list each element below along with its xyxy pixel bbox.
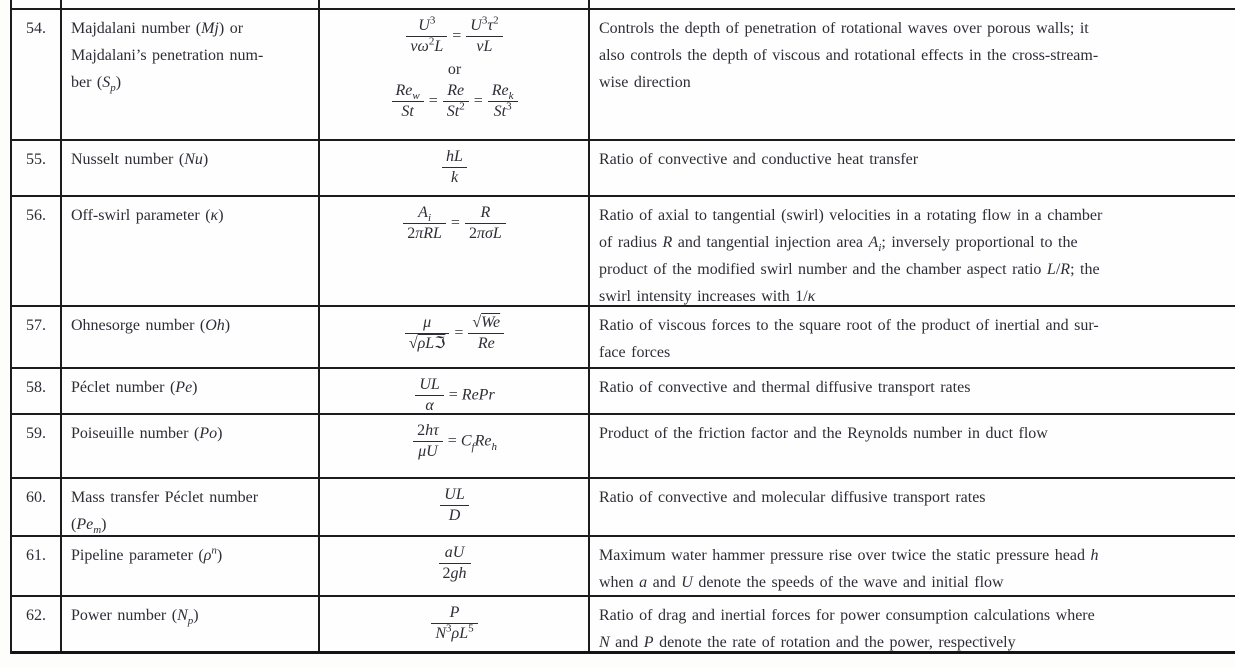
description-cell [590, 0, 1235, 8]
formula: $\frac{\mu}{\text{√ρLℑ}}$ = $\frac{√We}{Re}$ [320, 307, 590, 367]
table-row [12, 141, 1235, 197]
quantity-name: Poiseuille number (Po) [62, 415, 320, 477]
description: Ratio of convective and conductive heat transfer [599, 151, 919, 168]
formula: $\frac{UL}{\alpha}$ = RePr [320, 369, 590, 413]
row-number: 58. [12, 369, 62, 413]
table-row [12, 415, 1235, 479]
description: Product of the friction factor and the Reynolds number in duct flow [599, 425, 1048, 442]
table-row [12, 537, 1235, 597]
quantity-name: Pipeline parameter $(\rho^n)$ [62, 537, 320, 595]
table-row [12, 479, 1235, 537]
quantity-name: Nusselt number (Nu) [62, 141, 320, 195]
formula: $\frac{UL}{D}$ [320, 479, 590, 535]
formula: $\frac{P}{N^3\rho L^5}$ [320, 597, 590, 651]
table-row [12, 369, 1235, 415]
formula: $\frac{aU}{2gh}$ [320, 537, 590, 595]
description: Ratio of convective and molecular diffusive transport rates [599, 489, 986, 506]
row-number: 59. [12, 415, 62, 477]
quantity-name-cell [62, 0, 320, 8]
description: Ratio of drag and inertial forces for power consumption calculations where N and P denote the rate of rotation and the power, respectively [599, 607, 1095, 651]
row-number: 60. [12, 479, 62, 535]
row-number-cell [12, 0, 62, 8]
table-row-clipped-top [12, 0, 1235, 10]
formula: $\frac{hL}{k}$ [320, 141, 590, 195]
formula-cell [320, 0, 590, 8]
quantity-name: Péclet number (Pe) [62, 369, 320, 413]
table-row [12, 10, 1235, 141]
quantity-name: Power number $(N_p)$ [62, 597, 320, 651]
formula: $\frac{A_i}{\text{2πRL}}$ = $\frac{R}{\text{2πσL}}$ [320, 197, 590, 305]
description: Ratio of convective and thermal diffusive transport rates [599, 379, 971, 396]
row-number: 56. [12, 197, 62, 305]
quantity-name: Off-swirl parameter (κ) [62, 197, 320, 305]
formula: $\frac{2h\tau}{\mu U}$ = $C_fRe_h$ [320, 415, 590, 477]
row-number: 61. [12, 537, 62, 595]
quantity-name: Ohnesorge number (Oh) [62, 307, 320, 367]
row-number: 55. [12, 141, 62, 195]
dimensionless-numbers-table [10, 0, 1235, 654]
table-row [12, 307, 1235, 369]
formula: $\frac{U^3}{\nu\omega^2L}$ = $\frac{U^3\tau^2}{\nu L}$ or $\frac{Re_w}{St}$ = $\frac{Re}{St^2}$ = $\frac{Re_k}{St^3}$ [320, 10, 590, 139]
table-row [12, 197, 1235, 307]
row-number: 62. [12, 597, 62, 651]
quantity-name: Majdalani number (Mj) or Majdalani’s penetration num- ber $(S_p)$ [62, 10, 320, 139]
row-number: 54. [12, 10, 62, 139]
description: Ratio of viscous forces to the square root of the product of inertial and sur- face forces [599, 317, 1099, 361]
row-number: 57. [12, 307, 62, 367]
description: Maximum water hammer pressure rise over twice the static pressure head h when a and U denote the speeds of the wave and initial flow [599, 547, 1099, 591]
description: Ratio of axial to tangential (swirl) velocities in a rotating flow in a chamber of radius R and tangential injection area $A_i$; inversely proportional to the product of the modified swirl number and the chamber aspect ratio L/R; the swirl intensity increases with 1/κ [599, 207, 1103, 305]
description: Controls the depth of penetration of rotational waves over porous walls; it also controls the depth of viscous and rotational effects in the cross-stream- wise direction [599, 20, 1099, 91]
quantity-name: Mass transfer Péclet number $(Pe_m)$ [62, 479, 320, 535]
table-row [12, 597, 1235, 654]
